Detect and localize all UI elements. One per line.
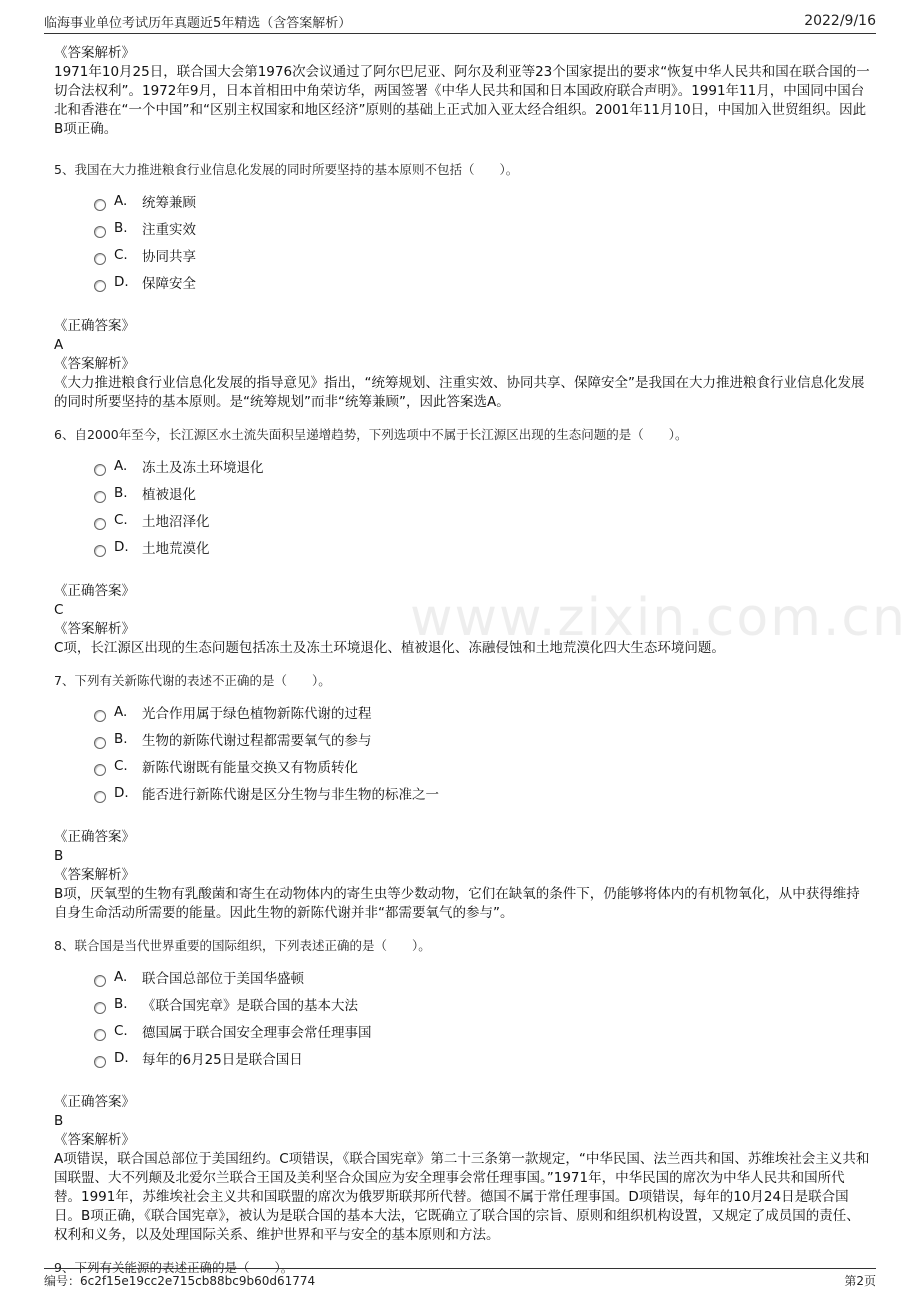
document-code: 编号：6c2f15e19cc2e715cb88bc9b60d61774 (44, 1273, 316, 1288)
option-text: 土地沼泽化 (142, 513, 210, 530)
footer-rule (44, 1268, 876, 1269)
radio-icon[interactable] (94, 491, 106, 503)
option-a[interactable] (94, 187, 870, 214)
answer-value: B (54, 848, 64, 864)
radio-icon[interactable] (94, 226, 106, 238)
analysis-label: 《答案解析》 (54, 1132, 135, 1148)
radio-icon[interactable] (94, 518, 106, 530)
answer-label: 《正确答案》 (54, 1094, 135, 1110)
option-d[interactable] (94, 1044, 870, 1071)
analysis-label: 《答案解析》 (54, 45, 135, 61)
option-letter: B. (114, 730, 128, 747)
question-block (54, 161, 870, 412)
watermark: www.zixin.com.cn (410, 588, 907, 648)
document-title: 临海事业单位考试历年真题近5年精选（含答案解析） (44, 15, 352, 31)
analysis-label: 《答案解析》 (54, 621, 135, 637)
option-letter: A. (114, 457, 128, 474)
option-text: 协同共享 (142, 248, 196, 265)
option-text: 统筹兼顾 (142, 194, 196, 211)
radio-icon[interactable] (94, 253, 106, 265)
option-d[interactable] (94, 533, 870, 560)
option-letter: A. (114, 968, 128, 985)
option-text: 能否进行新陈代谢是区分生物与非生物的标准之一 (142, 786, 439, 803)
option-letter: D. (114, 273, 129, 290)
option-d[interactable] (94, 268, 870, 295)
radio-icon[interactable] (94, 199, 106, 211)
page-number: 第2页 (844, 1273, 876, 1288)
option-text: 冻土及冻土环境退化 (142, 459, 264, 476)
analysis-text: B项，厌氧型的生物有乳酸菌和寄生在动物体内的寄生虫等少数动物，它们在缺氧的条件下，仍能够将体内的有机物氧化，从中获得维持自身生命活动所需要的能量。因此生物的新陈代谢并非“都需要氧气的参与”。 (54, 886, 860, 921)
option-text: 新陈代谢既有能量交换又有物质转化 (142, 759, 358, 776)
option-letter: B. (114, 995, 128, 1012)
option-a[interactable] (94, 698, 870, 725)
question-stem: 6、自2000年至今，长江源区水土流失面积呈递增趋势，下列选项中不属于长江源区出现的生态问题的是（ ）。 (54, 427, 688, 442)
option-text: 德国属于联合国安全理事会常任理事国 (142, 1024, 372, 1041)
analysis-label: 《答案解析》 (54, 867, 135, 883)
question-block (54, 426, 870, 658)
analysis-text: 1971年10月25日，联合国大会第1976次会议通过了阿尔巴尼亚、阿尔及利亚等23个国家提出的要求“恢复中华人民共和国在联合国的一切合法权利”。1972年9月，日本首相田中角荣访华，两国签署《中华人民共和国和日本国政府联合声明》。1991年11月，中国同中国台北和香港在“一个中国”和“区别主权国家和地区经济”原则的基础上正式加入亚太经合组织。2001年11月10日，中国加入世贸组织。因此B项正确。 (54, 64, 870, 137)
option-text: 每年的6月25日是联合国日 (142, 1051, 303, 1068)
radio-icon[interactable] (94, 975, 106, 987)
document-date: 2022/9/16 (804, 13, 876, 29)
answer-value: C (54, 602, 64, 618)
radio-icon[interactable] (94, 280, 106, 292)
page-footer (44, 1270, 876, 1290)
option-letter: D. (114, 1049, 129, 1066)
analysis-text: C项，长江源区出现的生态问题包括冻土及冻土环境退化、植被退化、冻融侵蚀和土地荒漠化四大生态环境问题。 (54, 640, 725, 656)
radio-icon[interactable] (94, 1056, 106, 1068)
option-letter: C. (114, 511, 128, 528)
option-letter: B. (114, 219, 128, 236)
question-stem: 9、下列有关能源的表述正确的是（ ）。 (54, 1260, 294, 1275)
option-text: 联合国总部位于美国华盛顿 (142, 970, 304, 987)
question-stem: 8、联合国是当代世界重要的国际组织，下列表述正确的是（ ）。 (54, 938, 431, 953)
option-letter: C. (114, 1022, 128, 1039)
option-letter: C. (114, 757, 128, 774)
analysis-text: A项错误，联合国总部位于美国纽约。C项错误，《联合国宪章》第二十三条第一款规定，“中华民国、法兰西共和国、苏维埃社会主义共和国联盟、大不列颠及北爱尔兰联合王国及美利坚合众国应为安全理事会常任理事国。”1971年，中华民国的席次为中华人民共和国所代替。1991年，苏维埃社会主义共和国联盟的席次为俄罗斯联邦所代替。德国不属于常任理事国。D项错误，每年的10月24日是联合国日。B项正确，《联合国宪章》，被认为是联合国的基本大法，它既确立了联合国的宗旨、原则和组织机构设置，又规定了成员国的责任、权利和义务，以及处理国际关系、维护世界和平与安全的基本原则和方法。 (54, 1151, 870, 1243)
radio-icon[interactable] (94, 464, 106, 476)
option-b[interactable] (94, 725, 870, 752)
option-b[interactable] (94, 990, 870, 1017)
option-text: 注重实效 (142, 221, 196, 238)
question-block (54, 672, 870, 923)
question-stem: 7、下列有关新陈代谢的表述不正确的是（ ）。 (54, 673, 331, 688)
option-text: 《联合国宪章》是联合国的基本大法 (142, 997, 358, 1014)
radio-icon[interactable] (94, 1029, 106, 1041)
option-list (94, 698, 870, 806)
radio-icon[interactable] (94, 791, 106, 803)
answer-label: 《正确答案》 (54, 318, 135, 334)
option-a[interactable] (94, 963, 870, 990)
option-text: 光合作用属于绿色植物新陈代谢的过程 (142, 705, 372, 722)
radio-icon[interactable] (94, 1002, 106, 1014)
option-text: 保障安全 (142, 275, 196, 292)
option-d[interactable] (94, 779, 870, 806)
option-letter: A. (114, 703, 128, 720)
option-c[interactable] (94, 1017, 870, 1044)
radio-icon[interactable] (94, 737, 106, 749)
option-letter: A. (114, 192, 128, 209)
option-letter: B. (114, 484, 128, 501)
radio-icon[interactable] (94, 764, 106, 776)
option-b[interactable] (94, 214, 870, 241)
option-c[interactable] (94, 752, 870, 779)
option-letter: D. (114, 538, 129, 555)
page-header (44, 10, 876, 32)
option-text: 植被退化 (142, 486, 196, 503)
option-b[interactable] (94, 479, 870, 506)
option-letter: D. (114, 784, 129, 801)
option-text: 土地荒漠化 (142, 540, 210, 557)
option-c[interactable] (94, 241, 870, 268)
option-text: 生物的新陈代谢过程都需要氧气的参与 (142, 732, 372, 749)
option-a[interactable] (94, 452, 870, 479)
answer-value: A (54, 337, 64, 353)
option-c[interactable] (94, 506, 870, 533)
option-letter: C. (114, 246, 128, 263)
analysis-label: 《答案解析》 (54, 356, 135, 372)
answer-value: B (54, 1113, 64, 1129)
question-stem: 5、我国在大力推进粮食行业信息化发展的同时所要坚持的基本原则不包括（ ）。 (54, 162, 519, 177)
analysis-text: 《大力推进粮食行业信息化发展的指导意见》指出，“统筹规划、注重实效、协同共享、保障安全”是我国在大力推进粮食行业信息化发展的同时所要坚持的基本原则。是“统筹规划”而非“统筹兼顾”，因此答案选A。 (54, 375, 865, 410)
option-list (94, 187, 870, 295)
header-rule (44, 33, 876, 34)
page-content (54, 44, 870, 1277)
option-list (94, 452, 870, 560)
question-block (54, 937, 870, 1245)
answer-label: 《正确答案》 (54, 583, 135, 599)
answer-label: 《正确答案》 (54, 829, 135, 845)
radio-icon[interactable] (94, 545, 106, 557)
radio-icon[interactable] (94, 710, 106, 722)
option-list (94, 963, 870, 1071)
